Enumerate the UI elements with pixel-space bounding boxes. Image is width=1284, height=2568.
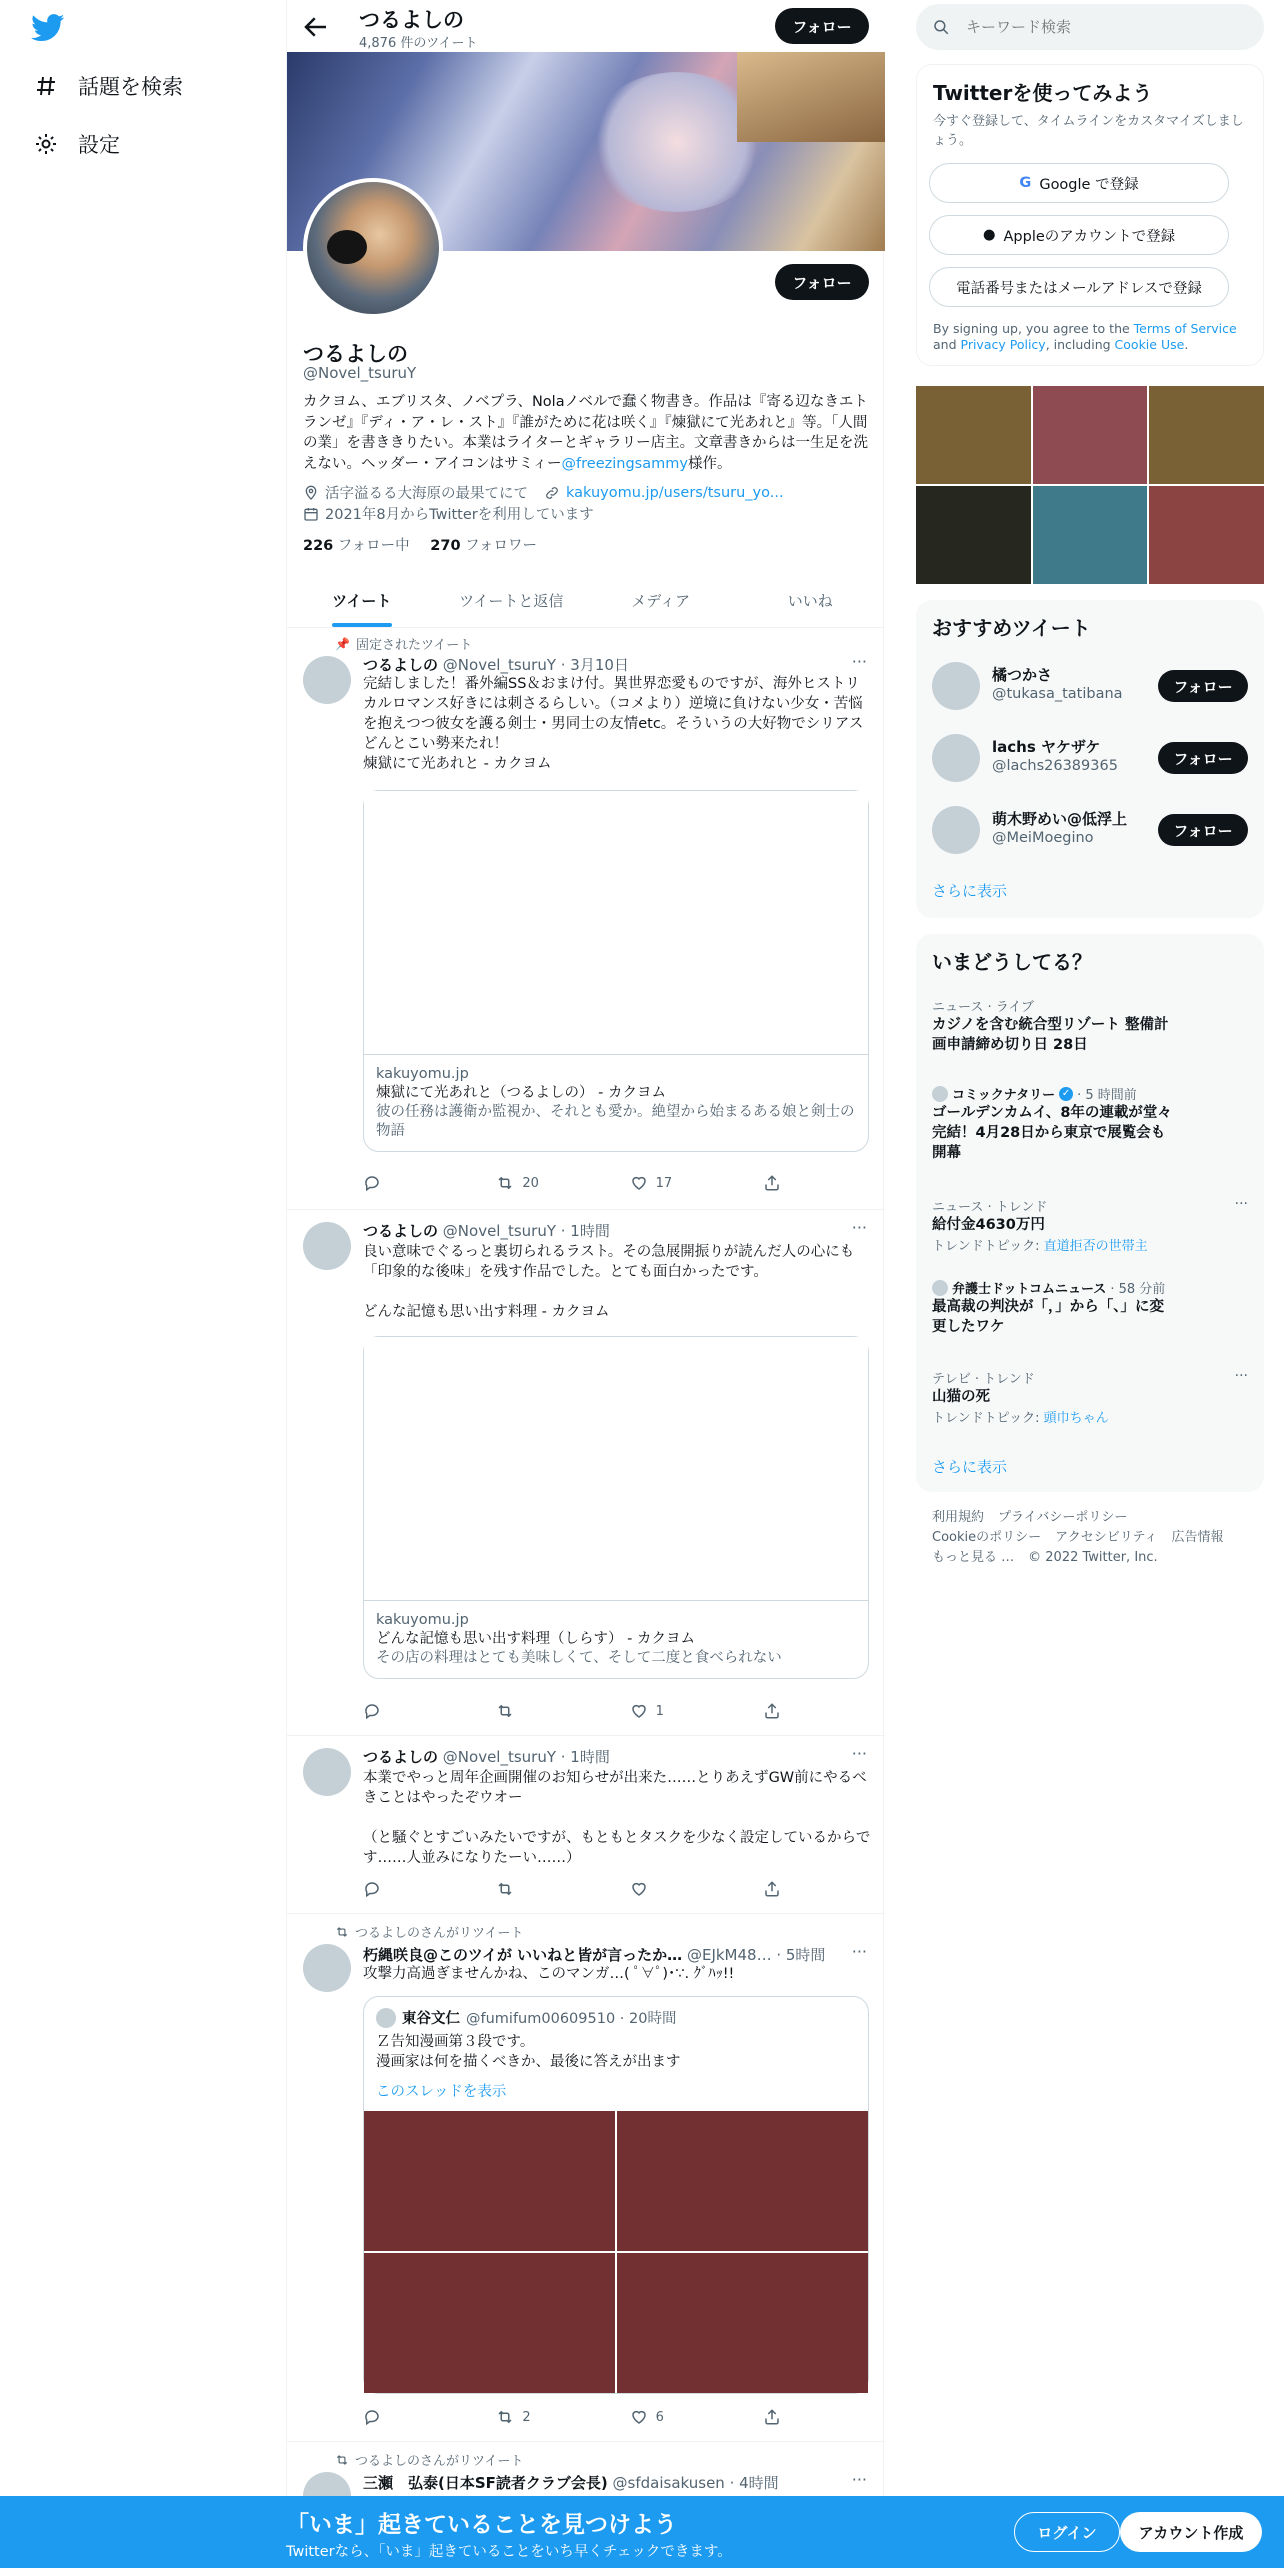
- trend-item[interactable]: [932, 1278, 1248, 1337]
- context-label: 固定されたツイート: [355, 638, 473, 653]
- media-thumbnail[interactable]: [1149, 386, 1264, 484]
- following-link[interactable]: [303, 538, 410, 554]
- followers-count: 270: [430, 538, 461, 554]
- author-name: つるよしの: [363, 656, 439, 674]
- footer-link[interactable]: 広告情報: [1171, 1530, 1224, 1545]
- apple-signup-button[interactable]: [929, 215, 1229, 255]
- quote-media-image[interactable]: [617, 2253, 868, 2393]
- google-icon: G: [1019, 175, 1032, 191]
- who-user-row[interactable]: [932, 728, 1248, 788]
- retweet-button[interactable]: [496, 2408, 596, 2426]
- tweet-text: 攻撃力高過ぎませんかね、このマンガ…( ﾟ∀ﾟ)･∵. ｸﾞﾊｯ!!: [363, 1966, 735, 1982]
- like-count: 1: [655, 1703, 664, 1719]
- quote-text: Ｚ告知漫画第３段です。 漫画家は何を描くべきか、最後に答えが出ます: [376, 2034, 681, 2070]
- bio-mention-link[interactable]: @freezingsammy: [561, 455, 688, 472]
- reply-button[interactable]: [363, 1880, 463, 1898]
- media-grid: [916, 386, 1264, 584]
- google-signup-label: Google で登録: [1039, 176, 1139, 193]
- share-icon: [763, 1174, 781, 1192]
- trend-item[interactable]: [932, 996, 1248, 1055]
- trend-sub-label: トレンドトピック:: [932, 1411, 1044, 1426]
- trend-title: カジノを含む統合型リゾート 整備計画申請締め切り日 28日: [932, 1017, 1169, 1053]
- like-button[interactable]: [630, 1880, 730, 1898]
- context-label: つるよしのさんがリツイート: [355, 1926, 524, 1941]
- retweet-count: 2: [522, 2409, 531, 2425]
- search-icon: [932, 18, 950, 36]
- nav-settings-label: 設定: [78, 133, 120, 157]
- profile-header-bar: [287, 0, 885, 52]
- share-button[interactable]: [763, 1880, 803, 1898]
- heart-icon: [630, 1880, 648, 1898]
- quote-media-image[interactable]: [364, 2111, 615, 2251]
- user-avatar[interactable]: [932, 734, 980, 782]
- location-pin-icon: [303, 485, 319, 501]
- profile-avatar[interactable]: [303, 178, 443, 318]
- tweet-avatar[interactable]: [303, 1944, 351, 1992]
- tab-likes[interactable]: いいね: [787, 592, 833, 610]
- quote-author-name: 東谷文仁: [402, 2011, 460, 2027]
- trend-title: ゴールデンカムイ、8年の連載が堂々完結！4月28日から東京で展覧会も開幕: [932, 1105, 1172, 1161]
- more-icon[interactable]: ···: [1234, 1368, 1248, 1384]
- following-label: フォロー中: [337, 538, 410, 554]
- profile-joined: 2021年8月からTwitterを利用しています: [325, 507, 594, 523]
- follow-button[interactable]: フォロー: [1158, 670, 1248, 702]
- media-thumbnail[interactable]: [1033, 386, 1148, 484]
- profile-website-link[interactable]: kakuyomu.jp/users/tsuru_yo...: [566, 484, 784, 501]
- source-avatar: [932, 1086, 948, 1102]
- more-icon[interactable]: ···: [851, 1744, 867, 1763]
- followers-link[interactable]: [430, 538, 537, 554]
- hashtag-icon: [34, 74, 58, 98]
- tweet-avatar[interactable]: [303, 656, 351, 704]
- privacy-link[interactable]: Privacy Policy: [960, 337, 1046, 352]
- trend-sub-link[interactable]: 頭巾ちゃん: [1043, 1411, 1109, 1426]
- tweet-text: 良い意味でぐるっと裏切られるラスト。その急展開振りが読んだ人の心にも「印象的な後味」を残す作品でした。とても面白かったです。 どんな記憶も思い出す料理 - カクヨム: [363, 1244, 855, 1320]
- retweet-icon: [496, 1702, 514, 1720]
- share-icon: [763, 1702, 781, 1720]
- header-tweet-count: 4,876 件のツイート: [359, 36, 478, 51]
- tweet[interactable]: [287, 1736, 885, 1914]
- user-avatar[interactable]: [932, 662, 980, 710]
- profile-joined-row: [303, 503, 594, 524]
- signup-legal: [933, 321, 1249, 353]
- back-arrow-icon[interactable]: [301, 12, 331, 42]
- author-meta: @EJkM48… · 5時間: [686, 1946, 826, 1964]
- search-input[interactable]: [966, 18, 1226, 36]
- trend-sub-link[interactable]: 直道拒否の世帯主: [1043, 1239, 1148, 1254]
- who-user-row[interactable]: [932, 800, 1248, 860]
- like-button[interactable]: [630, 1174, 730, 1192]
- share-icon: [763, 2408, 781, 2426]
- trend-title: 山猫の死: [932, 1389, 990, 1405]
- quote-media-image[interactable]: [617, 2111, 868, 2251]
- quote-media-grid: [364, 2111, 868, 2393]
- source-name: コミックナタリー: [952, 1088, 1056, 1103]
- tweet-avatar[interactable]: [303, 1222, 351, 1270]
- more-icon[interactable]: ···: [851, 2470, 867, 2489]
- right-sidebar: [884, 0, 1284, 2568]
- tweet-author[interactable]: [363, 1220, 610, 1241]
- footer-more-link[interactable]: もっと見る …: [932, 1550, 1015, 1565]
- source-name: 弁護士ドットコムニュース: [952, 1282, 1107, 1297]
- profile-handle: @Novel_tsuruY: [303, 364, 417, 382]
- media-thumbnail[interactable]: [1033, 486, 1148, 584]
- trend-subtopic: [932, 1407, 1248, 1426]
- bottom-bar-subtitle: Twitterなら、「いま」起きていることをいち早くチェックできます。: [286, 2544, 732, 2560]
- source-avatar: [932, 1280, 948, 1296]
- footer-link[interactable]: 利用規約: [932, 1510, 985, 1525]
- user-name: lachs ヤケザケ: [992, 738, 1101, 756]
- reply-icon: [363, 2408, 381, 2426]
- signup-box: [916, 64, 1264, 366]
- trend-item[interactable]: [932, 1084, 1248, 1163]
- phone-signup-label: 電話番号またはメールアドレスで登録: [956, 280, 1202, 297]
- more-icon[interactable]: ···: [851, 1942, 867, 1961]
- trend-category: [932, 1278, 1248, 1297]
- avatar-eyepatch: [327, 230, 367, 264]
- bio-suffix: 様作。: [687, 455, 732, 472]
- retweet-button[interactable]: [496, 1880, 596, 1898]
- tweet-text: 本業でやっと周年企画開催のお知らせが出来た……とりあえずGW前にやるべきことはやったぞウオー （と騒ぐとすごいみたいですが、もともとタスクを少なく設定しているからです……人並みになりたーい……）: [363, 1770, 871, 1866]
- apple-signup-label: Appleのアカウントで登録: [1003, 228, 1176, 245]
- quote-author: [364, 1997, 868, 2028]
- tweet-author[interactable]: [363, 654, 629, 675]
- gear-icon: [34, 132, 58, 156]
- banner-figure-2: [737, 52, 885, 142]
- trend-sub-label: トレンドトピック:: [932, 1239, 1044, 1254]
- link-card[interactable]: [363, 790, 869, 1152]
- trend-category: ニュース · ライブ: [932, 1000, 1034, 1015]
- author-name: 朽縄咲良@このツイが いいねと皆が言ったか…: [363, 1946, 683, 1964]
- heart-icon: [630, 1174, 648, 1192]
- cookie-link[interactable]: Cookie Use: [1114, 337, 1185, 352]
- bottom-signup-bar: [0, 2496, 1284, 2568]
- like-button[interactable]: [630, 2408, 730, 2426]
- reply-button[interactable]: [363, 1702, 463, 1720]
- footer-link[interactable]: プライバシーポリシー: [998, 1510, 1128, 1525]
- search-box[interactable]: [916, 4, 1264, 50]
- card-description: 彼の任務は護衛か監視か、それとも愛か。絶望から始まるある娘と剣士の物語: [376, 1104, 855, 1139]
- link-icon: [544, 485, 560, 501]
- legal-text: , including: [1045, 337, 1115, 352]
- share-icon: [763, 1880, 781, 1898]
- tweet-avatar[interactable]: [303, 1748, 351, 1796]
- who-show-more-link[interactable]: さらに表示: [932, 882, 1008, 900]
- footer-link[interactable]: アクセシビリティ: [1055, 1530, 1158, 1545]
- more-icon[interactable]: ···: [851, 1218, 867, 1237]
- trend-category: テレビ · トレンド: [932, 1372, 1035, 1387]
- like-button[interactable]: [630, 1702, 730, 1720]
- tweet-text: 完結しました！番外編SS＆おまけ付。異世界恋愛ものですが、海外ヒストリカルロマンス好きには刺さるらしい。（コメより）逆境に負けない少女・苦悩を抱えつつ彼女を護る剣士・男同士の友情etc。そういうの大好物でシリアスどんとこい勢来たれ！ 煉獄にて光あれと - カクヨム: [363, 676, 864, 772]
- author-meta: @Novel_tsuruY · 1時間: [442, 1222, 610, 1240]
- profile-meta-row: [303, 482, 784, 503]
- who-user-row[interactable]: [932, 656, 1248, 716]
- trends-box: [916, 934, 1264, 1492]
- retweet-icon: [496, 1880, 514, 1898]
- profile-location: 活字溢るる大海原の最果てにて: [325, 486, 528, 502]
- quote-media-image[interactable]: [364, 2253, 615, 2393]
- calendar-icon: [303, 506, 319, 522]
- header-name: つるよしの: [359, 8, 464, 32]
- tab-media[interactable]: メディア: [631, 592, 691, 610]
- sidebar-footer: [932, 1508, 1262, 1568]
- legal-text: and: [933, 337, 961, 352]
- author-meta: @Novel_tsuruY · 3月10日: [442, 656, 629, 674]
- trends-show-more-link[interactable]: さらに表示: [932, 1458, 1008, 1476]
- media-thumbnail[interactable]: [916, 486, 1031, 584]
- tweet-actions: [363, 1880, 803, 1898]
- author-name: つるよしの: [363, 1222, 439, 1240]
- tweet-actions: [363, 1174, 803, 1192]
- source-time: · 5 時間前: [1077, 1088, 1137, 1103]
- card-image: [364, 791, 868, 1055]
- retweet-icon: [335, 2453, 349, 2467]
- user-name: 萌木野めい@低浮上: [992, 810, 1128, 828]
- card-domain: kakuyomu.jp: [376, 1066, 469, 1082]
- bio-text: カクヨム、エブリスタ、ノベプラ、Nolaノベルで蠢く物書き。作品は『寄る辺なきエトランゼ』『ディ・ア・レ・スト』『誰がために花は咲く』『煉獄にて光あれと』等。「人間の業」を書ききりたい。本業はライターとギャラリー店主。文章書きからは一生足を洗えない。ヘッダー・アイコンはサミィー: [303, 394, 869, 472]
- user-avatar[interactable]: [932, 806, 980, 854]
- tweet-actions: [363, 2408, 803, 2426]
- retweet-button[interactable]: [496, 1702, 596, 1720]
- trends-title: いまどうしてる？: [932, 950, 1092, 974]
- share-button[interactable]: [763, 1174, 803, 1192]
- context-label: つるよしのさんがリツイート: [355, 2454, 524, 2469]
- like-count: 17: [655, 1175, 673, 1191]
- profile-tabs: [287, 574, 885, 628]
- login-button[interactable]: ログイン: [1014, 2512, 1120, 2552]
- reply-button[interactable]: [363, 1174, 463, 1192]
- reply-icon: [363, 1702, 381, 1720]
- apple-icon: ●: [982, 227, 996, 243]
- show-thread-link[interactable]: このスレッドを表示: [376, 2084, 507, 2100]
- tweet-context: [335, 1922, 523, 1941]
- trend-item[interactable]: [932, 1368, 1248, 1426]
- source-time: · 58 分前: [1110, 1282, 1166, 1297]
- signup-button[interactable]: アカウント作成: [1120, 2512, 1262, 2552]
- tweet[interactable]: [287, 1210, 885, 1736]
- trend-title: 給付金4630万円: [932, 1217, 1045, 1233]
- tweet-pinned[interactable]: [287, 628, 885, 1210]
- card-description: その店の料理はとても美味しくて、そして二度と食べられない: [376, 1650, 782, 1666]
- trend-subtopic: [932, 1235, 1248, 1254]
- card-title: どんな記憶も思い出す料理（しらす） - カクヨム: [376, 1631, 695, 1647]
- media-thumbnail[interactable]: [916, 386, 1031, 484]
- quote-tweet[interactable]: [363, 1996, 869, 2394]
- follow-button[interactable]: フォロー: [1158, 814, 1248, 846]
- heart-icon: [630, 1702, 648, 1720]
- trend-item[interactable]: [932, 1196, 1248, 1254]
- nav-explore-label: 話題を検索: [78, 75, 183, 99]
- profile-bio: [303, 392, 873, 474]
- reply-icon: [363, 1880, 381, 1898]
- card-domain: kakuyomu.jp: [376, 1612, 469, 1628]
- legal-text: By signing up, you agree to the: [933, 321, 1134, 336]
- share-button[interactable]: [763, 1702, 803, 1720]
- verified-badge-icon: ✓: [1059, 1087, 1073, 1101]
- following-count: 226: [303, 538, 334, 554]
- footer-copyright: © 2022 Twitter, Inc.: [1028, 1550, 1158, 1565]
- tweet-author[interactable]: [363, 1944, 826, 1965]
- legal-text: .: [1184, 337, 1189, 352]
- followers-label: フォロワー: [465, 538, 537, 554]
- phone-signup-button[interactable]: [929, 267, 1229, 307]
- who-to-follow: [916, 600, 1264, 918]
- follow-stats: [303, 534, 537, 555]
- trend-title: 最高裁の判決が「，」から「、」に変更したワケ: [932, 1299, 1164, 1335]
- who-title: おすすめツイート: [932, 616, 1091, 640]
- retweet-icon: [496, 1174, 514, 1192]
- reply-button[interactable]: [363, 2408, 463, 2426]
- retweet-count: 20: [522, 1175, 539, 1191]
- trend-category: [932, 1084, 1248, 1103]
- share-button[interactable]: [763, 2408, 803, 2426]
- terms-link[interactable]: Terms of Service: [1133, 321, 1237, 336]
- bottom-bar-title: 「いま」起きていることを見つけよう: [286, 2512, 677, 2538]
- google-signup-button[interactable]: [929, 163, 1229, 203]
- profile-column: [286, 0, 884, 2568]
- heart-icon: [630, 2408, 648, 2426]
- tweet-context: [335, 634, 472, 653]
- tweet-author[interactable]: [363, 1746, 610, 1767]
- pin-icon: 📌: [335, 636, 350, 651]
- profile-name: つるよしの: [303, 342, 408, 366]
- left-nav: [0, 0, 286, 2568]
- media-thumbnail[interactable]: [1149, 486, 1264, 584]
- trend-category: ニュース · トレンド: [932, 1200, 1048, 1215]
- profile-follow-button[interactable]: フォロー: [775, 264, 869, 300]
- card-title: 煉獄にて光あれと（つるよしの） - カクヨム: [376, 1085, 666, 1101]
- tweet-context: [335, 2450, 523, 2469]
- tweet-retweet[interactable]: [287, 1914, 885, 2442]
- header-follow-button[interactable]: フォロー: [775, 8, 869, 44]
- tab-tweets[interactable]: ツイート: [287, 574, 437, 627]
- retweet-icon: [496, 2408, 514, 2426]
- nav-settings[interactable]: [34, 124, 120, 164]
- twitter-logo-icon[interactable]: [31, 14, 65, 42]
- more-icon[interactable]: ···: [851, 652, 867, 671]
- signup-title: Twitterを使ってみよう: [933, 81, 1153, 105]
- quote-avatar: [376, 2008, 396, 2028]
- user-handle: @lachs26389365: [992, 758, 1118, 774]
- author-meta: @Novel_tsuruY · 1時間: [442, 1748, 610, 1766]
- retweet-button[interactable]: [496, 1174, 596, 1192]
- author-name: つるよしの: [363, 1748, 439, 1766]
- tweet-actions: [363, 1702, 803, 1720]
- author-meta: @sfdaisakusen · 4時間: [612, 2474, 779, 2492]
- like-count: 6: [655, 2409, 664, 2425]
- card-image: [364, 1337, 868, 1601]
- link-card[interactable]: [363, 1336, 869, 1679]
- follow-button[interactable]: フォロー: [1158, 742, 1248, 774]
- tab-tweets-and-replies[interactable]: ツイートと返信: [459, 592, 564, 610]
- signup-subtitle: 今すぐ登録して、タイムラインをカスタマイズしましょう。: [933, 114, 1244, 148]
- user-name: 橘つかさ: [992, 666, 1053, 684]
- footer-link[interactable]: Cookieのポリシー: [932, 1530, 1042, 1545]
- more-icon[interactable]: ···: [1234, 1196, 1248, 1212]
- reply-icon: [363, 1174, 381, 1192]
- tweet-author[interactable]: [363, 2472, 783, 2493]
- quote-author-meta: @fumifum00609510 · 20時間: [466, 2011, 677, 2027]
- nav-explore[interactable]: [34, 66, 183, 106]
- retweet-icon: [335, 1925, 349, 1939]
- user-handle: @tukasa_tatibana: [992, 686, 1123, 702]
- author-name: 三瀬 弘泰(日本SF読者クラブ会長): [363, 2474, 608, 2492]
- user-handle: @MeiMoegino: [992, 830, 1094, 846]
